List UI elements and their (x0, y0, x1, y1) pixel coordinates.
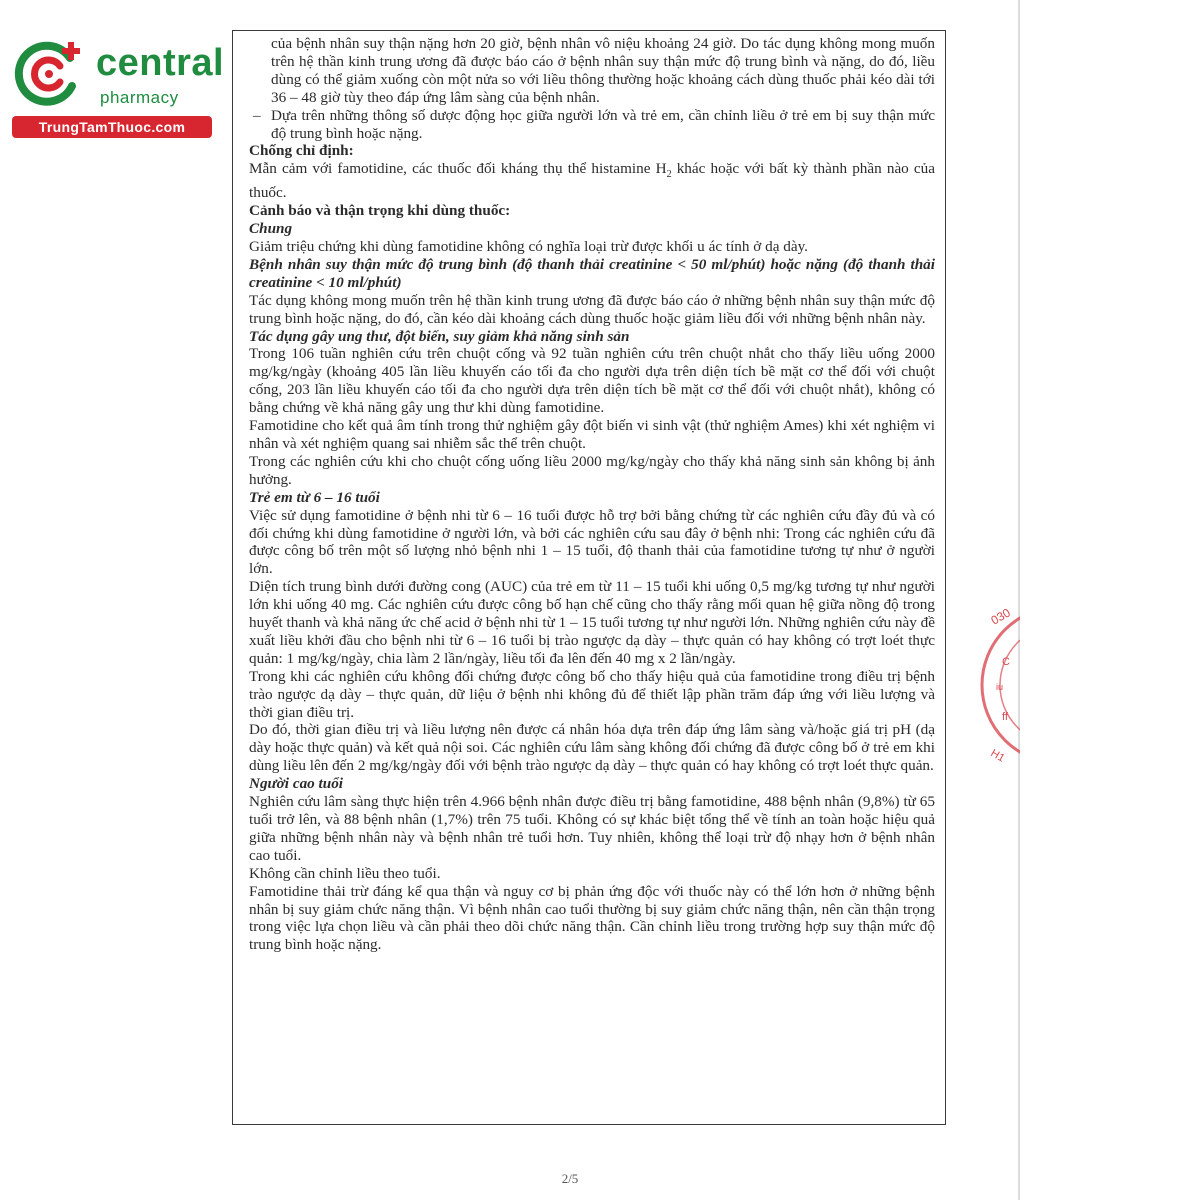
section-elderly-text-2: Không cần chỉnh liều theo tuổi. (249, 864, 441, 882)
section-carcinogenesis-text-2: Famotidine cho kết quả âm tính trong thử nghiệm gây đột biến vi sinh vật (thử nghiệm Ames) khi xét nghiệm vi nhân và xét nghiệm quang sai nhiễm sắc thể trên chuột. (249, 417, 935, 452)
svg-text:ff: ff (1002, 711, 1008, 723)
svg-text:C: C (1002, 656, 1010, 668)
section-renal-title: Bệnh nhân suy thận mức độ trung bình (độ thanh thải creatinine < 50 ml/phút) hoặc nặng (độ thanh thải creatinine < 10 ml/phút) (249, 255, 935, 291)
contraindications-text-b: khác hoặc với bất kỳ thành phần nào của thuốc. (249, 160, 935, 202)
svg-text:030: 030 (988, 605, 1013, 628)
page-number: 2/5 (561, 1171, 579, 1186)
section-pediatric-text-2: Diện tích trung bình dưới đường cong (AUC) của trẻ em từ 11 – 15 tuổi khi uống 0,5 mg/kg tương tự như người lớn khi uống 40 mg. Các nghiên cứu được công bố hạn chế cũng cho thấy rằng mối quan hệ giữa nồng độ trong huyết thanh và khả năng ức chế acid ở bệnh nhi từ 1 – 15 tuổi tương tự như người lớn. Những nghiên cứu này đề xuất liều khởi đầu cho bệnh nhi từ 6 – 16 tuổi bị trào ngược dạ dày – thực quản có hay không có trợt loét thực quản: 1 mg/kg/ngày, chia làm 2 lần/ngày, liều tối đa lên đến 40 mg x 2 lần/ngày. (249, 578, 935, 667)
warnings-heading: Cảnh báo và thận trọng khi dùng thuốc: (249, 202, 511, 220)
section-pediatric-title: Trẻ em từ 6 – 16 tuổi (249, 488, 380, 506)
dosage-item-children (249, 107, 935, 143)
seal-stamp-icon (980, 595, 1020, 775)
document-box (232, 30, 946, 1125)
section-carcinogenesis-text-1: Trong 106 tuần nghiên cứu trên chuột cống và 92 tuần nghiên cứu trên chuột nhắt cho thấy liều uống 2000 mg/kg/ngày (khoảng 405 lần liều khuyến cáo tối đa cho người dựa trên diện tích bề mặt cơ thể đối với chuột cống, 203 lần liều khuyến cáo tối đa cho người dựa trên diện tích bề mặt cơ thể đối với chuột nhắt), không có bằng chứng về khả năng gây ung thư khi dùng famotidine. (249, 345, 935, 417)
contraindications-text (249, 160, 935, 202)
section-elderly-text-1: Nghiên cứu lâm sàng thực hiện trên 4.966 bệnh nhân được điều trị bằng famotidine, 488 bệnh nhân (9,8%) từ 65 tuổi trở lên, và 88 bệnh nhân (1,7%) trên 75 tuổi. Không có sự khác biệt tổng thể về tính an toàn hoặc hiệu quả giữa những bệnh nhân này và bệnh nhân trẻ tuổi hơn. Tuy nhiên, không thể loại trừ độ nhạy hơn ở bệnh nhân cao tuổi. (249, 793, 935, 864)
dosage-continuation (249, 35, 935, 107)
section-pediatric-text-1: Việc sử dụng famotidine ở bệnh nhi từ 6 – 16 tuổi được hỗ trợ bởi bằng chứng từ các nghiên cứu đầy đủ và có đối chứng khi dùng famotidine ở người lớn, và bởi các nghiên cứu sau đây ở bệnh nhi: Trong các nghiên cứu đã được công bố trên một số lượng nhỏ bệnh nhi 1 – 15 tuổi, độ thanh thải của famotidine tương tự như ở người lớn. (249, 506, 935, 578)
section-elderly-title: Người cao tuổi (249, 775, 344, 793)
logo-subtitle: pharmacy (100, 88, 179, 107)
section-pediatric-text-4: Do đó, thời gian điều trị và liều lượng nên được cá nhân hóa dựa trên đáp ứng lâm sàng và/hoặc giá trị pH (dạ dày hoặc thực quản) và kết quả nội soi. Các nghiên cứu lâm sàng không đối chứng đã được công bố ở trẻ em khi dùng liều lên đến 2 mg/kg/ngày đối với bệnh trào ngược dạ dày – thực quản có hay không có trợt loét thực quản. (249, 721, 935, 775)
section-pediatric-text-3: Trong khi các nghiên cứu không đối chứng được công bố cho thấy hiệu quả của famotidine trong điều trị bệnh trào ngược dạ dày – thực quản, dữ liệu ở bệnh nhi không đủ để thiết lập phần trăm đáp ứng với liều lượng và thời gian điều trị. (249, 667, 935, 721)
h2-subscript: 2 (666, 169, 672, 181)
section-elderly-text-3: Famotidine thải trừ đáng kể qua thận và nguy cơ bị phản ứng độc với thuốc này có thể lớn hơn ở những bệnh nhân bị suy giảm chức năng thận. Vì bệnh nhân cao tuổi thường bị suy giảm chức năng thận, nên cần thận trọng trong việc lựa chọn liều và cần phải theo dõi chức năng thận. Cần chỉnh liều trong trường hợp suy thận mức độ trung bình hoặc nặng. (249, 882, 935, 954)
central-pharmacy-logo-icon (12, 36, 86, 110)
section-renal-text: Tác dụng không mong muốn trên hệ thần kinh trung ương đã được báo cáo ở những bệnh nhân suy thận mức độ trung bình hoặc nặng, do đó, cần kéo dài khoảng cách dùng thuốc hoặc giảm liều đối với những bệnh nhân này. (249, 291, 935, 327)
contraindications-text-a: Mẫn cảm với famotidine, các thuốc đối kháng thụ thể histamine H (249, 160, 667, 178)
section-carcinogenesis-title: Tác dụng gây ung thư, đột biến, suy giảm khả năng sinh sản (249, 327, 630, 345)
logo-wordmark: central (96, 42, 225, 84)
svg-text:iu: iu (996, 682, 1004, 692)
section-general-text: Giảm triệu chứng khi dùng famotidine không có nghĩa loại trừ được khối u ác tính ở dạ dày. (249, 238, 808, 255)
logo-site-banner: TrungTamThuoc.com (12, 116, 212, 138)
section-general-title: Chung (249, 220, 293, 238)
pharmacy-logo[interactable] (8, 32, 225, 142)
list-dash: – (253, 106, 261, 124)
section-carcinogenesis-text-3: Trong các nghiên cứu khi cho chuột cống uống liều 2000 mg/kg/ngày cho thấy khả năng sinh sản không bị ảnh hưởng. (249, 452, 935, 488)
dosage-item-children-text: Dựa trên những thông số dược động học giữa người lớn và trẻ em, cần chỉnh liều ở trẻ em bị suy thận mức độ trung bình hoặc nặng. (271, 106, 935, 142)
dosage-continuation-text: của bệnh nhân suy thận nặng hơn 20 giờ, bệnh nhân vô niệu khoảng 24 giờ. Do tác dụng không mong muốn trên hệ thần kinh trung ương đã được báo cáo ở bệnh nhân suy thận mức độ trung bình và nặng, do đó, liều dùng có thể giảm xuống còn một nửa so với liều thông thường hoặc khoảng cách dùng thuốc phải kéo dài tới 36 – 48 giờ tùy theo đáp ứng lâm sàng của bệnh nhân. (271, 35, 935, 106)
contraindications-heading: Chống chỉ định: (249, 142, 354, 160)
svg-text:H1: H1 (988, 747, 1007, 765)
